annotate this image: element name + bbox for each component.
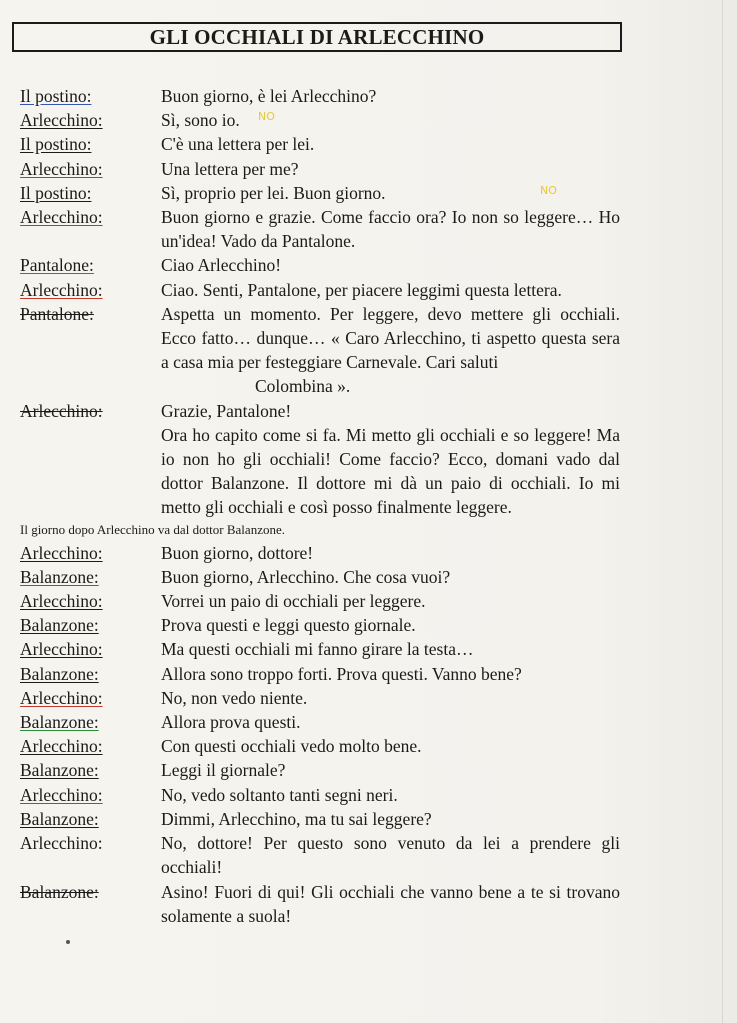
speaker-label: Balanzone: [20,712,99,733]
speech-text: Prova questi e leggi questo giornale. [161,615,416,636]
dialogue-line [20,880,620,928]
dialogue-line [20,662,620,686]
dialogue-line [20,541,620,565]
speech-text: Ciao Arlecchino! [161,255,282,276]
speaker-label: Arlecchino: [20,110,103,131]
dialogue-line [20,589,620,613]
dialogue-line [20,205,620,253]
dialogue-script [20,84,620,928]
dialogue-line [20,278,620,302]
speech-text: Ora ho capito come si fa. Mi metto gli occhiali e so leggere! Ma io non ho gli occhiali! Come faccio? Ecco, domani vado dal dottor Balanzone. Il dottore mi dà un paio di occhiali. Io mi metto gli occhiali e così posso finalmente leggere. [161,424,620,518]
dialogue-line [20,831,620,879]
speaker-label: Arlecchino: [20,400,103,421]
dialogue-line [20,108,620,132]
speaker-label: Arlecchino: [20,784,103,805]
speaker-label: Il postino: [20,86,92,106]
speaker-label: Arlecchino: [20,158,103,179]
speech-text: Buon giorno e grazie. Come faccio ora? Io non so leggere… Ho un'idea! Vado da Pantalone. [161,207,620,252]
speech-text: Leggi il giornale? [161,760,286,781]
dialogue-line [20,734,620,758]
speech-text: Buon giorno, dottore! [161,542,314,563]
speech-text: Buon giorno, è lei Arlecchino? [161,86,377,106]
speech-text: No, vedo soltanto tanti segni neri. [161,784,398,805]
speech-text: Ma questi occhiali mi fanno girare la testa… [161,639,474,660]
dialogue-line [20,399,620,520]
speaker-label: Arlecchino: [20,736,103,757]
speaker-label: Balanzone: [20,566,99,587]
dialogue-line [20,637,620,661]
speech-text: Allora sono troppo forti. Prova questi. Vanno bene? [161,663,522,684]
speaker-label: Arlecchino: [20,591,103,612]
speaker-label: Arlecchino: [20,207,103,228]
speech-text: Grazie, Pantalone! [161,400,292,421]
speaker-label: Balanzone: [20,760,99,781]
speech-text: Aspetta un momento. Per leggere, devo mettere gli occhiali. Ecco fatto… dunque… « Caro Arlecchino, ti aspetto questa sera a casa mia per festeggiare Carnevale. Cari saluti [161,303,620,373]
speaker-label: Il postino: [20,134,92,155]
speech-text: Vorrei un paio di occhiali per leggere. [161,591,426,612]
speech-text: Una lettera per me? [161,158,299,179]
speech-text: Sì, sono io. [161,110,240,131]
speech-text: Buon giorno, Arlecchino. Che cosa vuoi? [161,566,451,587]
speaker-label: Il postino: [20,182,92,203]
speaker-label: Balanzone: [20,881,99,902]
page-title: GLI OCCHIALI DI ARLECCHINO [12,22,622,52]
speaker-label: Balanzone: [20,615,99,636]
speaker-label: Balanzone: [20,663,99,684]
highlight-note: NO [540,184,557,197]
highlight-note: NO [258,110,275,123]
speaker-label: Arlecchino: [20,639,103,660]
speaker-label: Balanzone: [20,808,99,829]
dialogue-line [20,84,620,108]
speech-text: Ciao. Senti, Pantalone, per piacere leggimi questa lettera. [161,279,562,300]
speech-text: C'è una lettera per lei. [161,134,315,155]
dialogue-line [20,807,620,831]
speech-block [161,399,620,520]
speech-text: No, dottore! Per questo sono venuto da lei a prendere gli occhiali! [161,833,620,878]
dialogue-line [20,181,620,205]
dialogue-line [20,253,620,277]
dialogue-line [20,302,620,399]
dialogue-line [20,613,620,637]
dialogue-line [20,710,620,734]
ink-dot [66,940,70,944]
page-edge [722,0,737,1023]
speaker-label: Arlecchino: [20,279,103,300]
stage-direction: Il giorno dopo Arlecchino va dal dottor Balanzone. [20,521,285,537]
speech-text: No, non vedo niente. [161,687,308,708]
dialogue-line [20,783,620,807]
speaker-label: Pantalone: [20,303,94,324]
speaker-label: Arlecchino: [20,687,103,708]
dialogue-line [20,565,620,589]
dialogue-line [20,157,620,181]
speaker-label: Pantalone: [20,255,94,276]
speech-text: Asino! Fuori di qui! Gli occhiali che vanno bene a te si trovano solamente a suola! [161,881,620,926]
speech-text: Allora prova questi. [161,712,301,733]
letter-signature: Colombina ». [255,376,351,397]
dialogue-line [20,132,620,156]
speech-block [161,302,620,399]
dialogue-line [20,758,620,782]
speaker-label: Arlecchino: [20,833,103,854]
speech-text: Con questi occhiali vedo molto bene. [161,736,422,757]
speech-text: Sì, proprio per lei. Buon giorno. [161,182,386,203]
dialogue-line [20,686,620,710]
speech-text: Dimmi, Arlecchino, ma tu sai leggere? [161,808,432,829]
speaker-label: Arlecchino: [20,542,103,563]
